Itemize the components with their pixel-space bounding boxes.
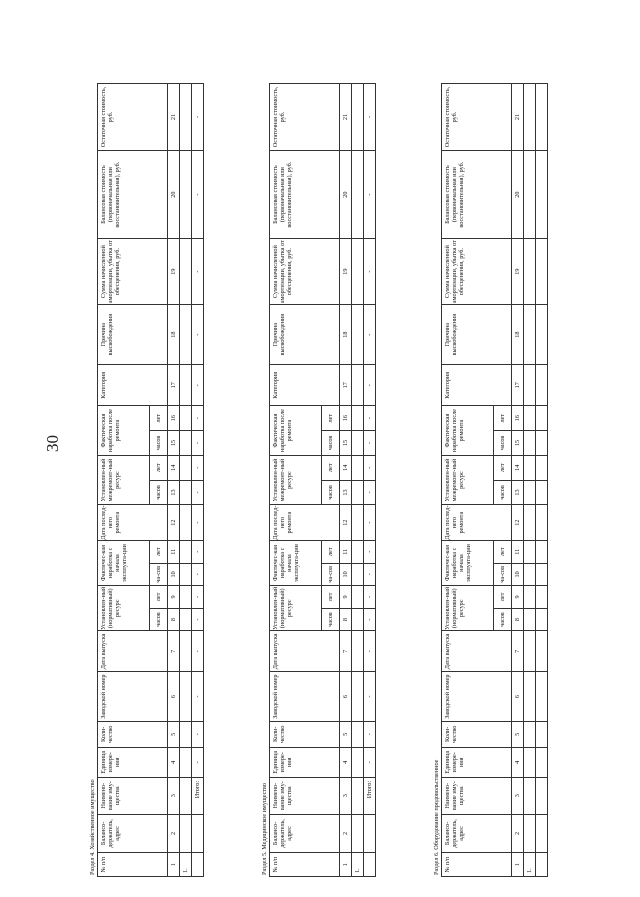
total-cell: - xyxy=(192,84,204,151)
th-name: Наимено-вание иму-щества xyxy=(442,777,512,814)
th-years: лет xyxy=(494,455,512,480)
total-cell: - xyxy=(364,150,376,238)
col-number: 11 xyxy=(340,540,352,563)
total-blank xyxy=(536,814,548,853)
th-unit: Единица измере-ния xyxy=(270,747,340,777)
col-number: 6 xyxy=(168,672,180,722)
col-number: 19 xyxy=(512,239,524,305)
data-cell xyxy=(180,150,192,238)
total-cell xyxy=(536,608,548,631)
section-title: Раздел 4. Хозяйственное имущество xyxy=(89,779,96,875)
data-cell xyxy=(524,365,536,406)
th-years: лет xyxy=(322,455,340,480)
total-cell: - xyxy=(192,455,204,480)
col-number: 14 xyxy=(512,455,524,480)
total-cell xyxy=(536,239,548,305)
th-residual-cost: Остаточная стоимость, руб. xyxy=(270,84,340,151)
data-cell xyxy=(352,150,364,238)
data-cell xyxy=(352,672,364,722)
th-factory-no: Заводской номер xyxy=(98,672,168,722)
data-cell xyxy=(352,406,364,431)
col-number: 1 xyxy=(340,853,352,877)
total-cell xyxy=(536,84,548,151)
total-blank xyxy=(536,853,548,877)
data-cell xyxy=(524,406,536,431)
data-cell xyxy=(352,721,364,747)
total-cell: - xyxy=(364,631,376,672)
data-cell xyxy=(352,305,364,365)
data-cell xyxy=(524,631,536,672)
col-number: 14 xyxy=(168,455,180,480)
section-title: Раздел 6. Оборудование продовольственное xyxy=(433,759,440,875)
data-cell xyxy=(352,84,364,151)
col-number: 6 xyxy=(512,672,524,722)
total-cell: - xyxy=(192,150,204,238)
col-number: 4 xyxy=(168,747,180,777)
data-cell xyxy=(352,540,364,563)
th-release-date: Дата выпуска xyxy=(270,631,340,672)
data-cell xyxy=(352,563,364,586)
col-number: 13 xyxy=(340,480,352,505)
th-qty: Коли-чество xyxy=(442,721,512,747)
col-number: 20 xyxy=(340,150,352,238)
total-cell: - xyxy=(364,747,376,777)
th-years: лет xyxy=(322,586,340,609)
th-release-date: Дата выпуска xyxy=(442,631,512,672)
col-number: 17 xyxy=(168,365,180,406)
th-actual-after-repair: Фактическая наработка после ремонта xyxy=(98,406,150,456)
data-cell xyxy=(524,431,536,456)
th-actual-from-start: Фактичес-кая наработка с начала эксплуата-ции xyxy=(270,540,322,585)
th-residual-cost: Остаточная стоимость, руб. xyxy=(442,84,512,151)
total-label: Итого: xyxy=(192,777,204,814)
col-number: 3 xyxy=(340,777,352,814)
data-cell xyxy=(524,480,536,505)
total-cell: - xyxy=(364,608,376,631)
data-cell xyxy=(524,150,536,238)
col-number: 18 xyxy=(340,305,352,365)
total-cell xyxy=(536,480,548,505)
total-blank xyxy=(364,853,376,877)
th-years: лет xyxy=(494,406,512,431)
th-holder: Балансо-держатель, адрес xyxy=(98,814,168,853)
th-actual-from-start: Фактичес-кая наработка с начала эксплуата-ции xyxy=(98,540,150,585)
col-number: 4 xyxy=(340,747,352,777)
data-cell xyxy=(524,84,536,151)
data-cell xyxy=(180,84,192,151)
total-cell: - xyxy=(192,672,204,722)
th-unit: Единица измере-ния xyxy=(98,747,168,777)
section-table xyxy=(269,83,376,877)
th-amortization: Сумма начисленной амортизации, убытка от обесценения, руб. xyxy=(270,239,340,305)
th-num: № п/п xyxy=(442,853,512,877)
total-cell xyxy=(536,672,548,722)
section-4 xyxy=(89,83,204,877)
data-cell xyxy=(180,431,192,456)
th-reason: Причина высвобождения xyxy=(442,305,512,365)
data-cell xyxy=(524,305,536,365)
data-cell xyxy=(352,505,364,541)
total-cell: - xyxy=(364,365,376,406)
col-number: 19 xyxy=(168,239,180,305)
th-hours: часов xyxy=(150,608,168,631)
total-cell: - xyxy=(192,747,204,777)
data-cell xyxy=(524,563,536,586)
data-cell xyxy=(524,239,536,305)
th-hours: часов xyxy=(322,608,340,631)
th-actual-from-start: Фактичес-кая наработка с начала эксплуата-ции xyxy=(442,540,494,585)
data-cell xyxy=(180,747,192,777)
col-number: 5 xyxy=(168,721,180,747)
th-until-repair: Установлен-ный межремонт-ный ресурс xyxy=(270,455,322,505)
th-years: лет xyxy=(150,540,168,563)
data-cell xyxy=(352,777,364,814)
th-years: лет xyxy=(494,586,512,609)
total-cell: - xyxy=(192,406,204,431)
th-category: Категория xyxy=(270,365,340,406)
col-number: 1 xyxy=(512,853,524,877)
data-cell xyxy=(524,540,536,563)
th-category: Категория xyxy=(98,365,168,406)
col-number: 15 xyxy=(168,431,180,456)
th-holder: Балансо-держатель, адрес xyxy=(270,814,340,853)
th-until-repair: Установлен-ный межремонт-ный ресурс xyxy=(442,455,494,505)
data-cell xyxy=(524,586,536,609)
rotated-document xyxy=(89,83,583,877)
data-cell xyxy=(180,631,192,672)
th-years: лет xyxy=(494,540,512,563)
total-cell: - xyxy=(192,305,204,365)
th-amortization: Сумма начисленной амортизации, убытка от обесценения, руб. xyxy=(98,239,168,305)
th-normative: Установлен-ный (нормативный) ресурс xyxy=(98,586,150,631)
data-cell xyxy=(352,431,364,456)
data-cell xyxy=(180,505,192,541)
total-cell: - xyxy=(364,721,376,747)
th-balance-cost: Балансовая стоимость (первоначальная или восстановительная), руб. xyxy=(98,150,168,238)
col-number: 13 xyxy=(512,480,524,505)
data-cell xyxy=(180,586,192,609)
col-number: 8 xyxy=(340,608,352,631)
row-number: 1. xyxy=(352,853,364,877)
col-number: 18 xyxy=(512,305,524,365)
total-cell xyxy=(536,721,548,747)
th-hours: ча-сов xyxy=(494,563,512,586)
data-cell xyxy=(180,563,192,586)
col-number: 12 xyxy=(512,505,524,541)
col-number: 11 xyxy=(512,540,524,563)
total-cell xyxy=(536,563,548,586)
data-cell xyxy=(180,814,192,853)
th-factory-no: Заводской номер xyxy=(442,672,512,722)
total-cell: - xyxy=(192,431,204,456)
col-number: 9 xyxy=(512,586,524,609)
section-table xyxy=(97,83,204,877)
total-cell xyxy=(536,305,548,365)
col-number: 11 xyxy=(168,540,180,563)
data-cell xyxy=(180,305,192,365)
col-number: 17 xyxy=(512,365,524,406)
total-cell xyxy=(536,150,548,238)
total-cell: - xyxy=(192,721,204,747)
th-unit: Единица измере-ния xyxy=(442,747,512,777)
th-hours: часов xyxy=(494,480,512,505)
total-cell: - xyxy=(364,455,376,480)
th-hours: часов xyxy=(322,431,340,456)
col-number: 6 xyxy=(340,672,352,722)
total-blank xyxy=(192,814,204,853)
data-cell xyxy=(180,608,192,631)
col-number: 9 xyxy=(340,586,352,609)
data-cell xyxy=(180,406,192,431)
th-actual-after-repair: Фактическая наработка после ремонта xyxy=(442,406,494,456)
total-cell xyxy=(536,365,548,406)
th-hours: часов xyxy=(494,608,512,631)
col-number: 18 xyxy=(168,305,180,365)
total-cell: - xyxy=(364,563,376,586)
col-number: 16 xyxy=(512,406,524,431)
th-factory-no: Заводской номер xyxy=(270,672,340,722)
th-last-repair-date: Дата послед-него ремонта xyxy=(98,505,168,541)
data-cell xyxy=(524,777,536,814)
data-cell xyxy=(524,721,536,747)
total-cell: - xyxy=(192,239,204,305)
th-qty: Коли-чество xyxy=(98,721,168,747)
th-hours: часов xyxy=(322,480,340,505)
col-number: 10 xyxy=(340,563,352,586)
col-number: 20 xyxy=(512,150,524,238)
col-number: 4 xyxy=(512,747,524,777)
total-cell: - xyxy=(192,563,204,586)
col-number: 7 xyxy=(168,631,180,672)
data-cell xyxy=(180,721,192,747)
col-number: 21 xyxy=(340,84,352,151)
total-cell: - xyxy=(192,540,204,563)
total-blank xyxy=(364,814,376,853)
col-number: 1 xyxy=(168,853,180,877)
total-blank xyxy=(192,853,204,877)
col-number: 19 xyxy=(340,239,352,305)
col-number: 21 xyxy=(168,84,180,151)
section-5 xyxy=(261,83,376,877)
col-number: 3 xyxy=(168,777,180,814)
data-cell xyxy=(352,586,364,609)
data-cell xyxy=(352,455,364,480)
data-cell xyxy=(524,505,536,541)
data-cell xyxy=(180,480,192,505)
total-cell: - xyxy=(364,305,376,365)
data-cell xyxy=(352,608,364,631)
col-number: 5 xyxy=(340,721,352,747)
total-cell: - xyxy=(192,631,204,672)
col-number: 3 xyxy=(512,777,524,814)
total-cell xyxy=(536,431,548,456)
col-number: 21 xyxy=(512,84,524,151)
th-until-repair: Установлен-ный межремонт-ный ресурс xyxy=(98,455,150,505)
col-number: 2 xyxy=(168,814,180,853)
data-cell xyxy=(180,540,192,563)
data-cell xyxy=(352,631,364,672)
total-cell: - xyxy=(192,505,204,541)
col-number: 5 xyxy=(512,721,524,747)
total-cell xyxy=(536,586,548,609)
col-number: 10 xyxy=(512,563,524,586)
th-qty: Коли-чество xyxy=(270,721,340,747)
section-title: Раздел 5. Медицинское имущество xyxy=(261,782,268,875)
th-hours: часов xyxy=(150,431,168,456)
th-category: Категория xyxy=(442,365,512,406)
col-number: 8 xyxy=(168,608,180,631)
section-table xyxy=(441,83,548,877)
total-cell xyxy=(536,505,548,541)
th-name: Наимено-вание иму-щества xyxy=(270,777,340,814)
data-cell xyxy=(352,814,364,853)
th-name: Наимено-вание иму-щества xyxy=(98,777,168,814)
data-cell xyxy=(180,365,192,406)
data-cell xyxy=(524,814,536,853)
th-years: лет xyxy=(150,455,168,480)
total-cell: - xyxy=(364,239,376,305)
th-years: лет xyxy=(322,406,340,431)
total-cell: - xyxy=(192,608,204,631)
th-years: лет xyxy=(150,586,168,609)
th-actual-after-repair: Фактическая наработка после ремонта xyxy=(270,406,322,456)
total-cell: - xyxy=(364,672,376,722)
col-number: 10 xyxy=(168,563,180,586)
col-number: 15 xyxy=(512,431,524,456)
total-cell xyxy=(536,455,548,480)
data-cell xyxy=(352,365,364,406)
total-cell: - xyxy=(192,480,204,505)
col-number: 17 xyxy=(340,365,352,406)
total-cell xyxy=(536,406,548,431)
total-cell: - xyxy=(364,406,376,431)
data-cell xyxy=(524,747,536,777)
th-years: лет xyxy=(322,540,340,563)
th-normative: Установлен-ный (нормативный) ресурс xyxy=(270,586,322,631)
data-cell xyxy=(352,239,364,305)
data-cell xyxy=(524,672,536,722)
data-cell xyxy=(180,239,192,305)
th-hours: часов xyxy=(150,480,168,505)
th-amortization: Сумма начисленной амортизации, убытка от обесценения, руб. xyxy=(442,239,512,305)
total-cell: - xyxy=(364,480,376,505)
total-cell: - xyxy=(192,365,204,406)
th-reason: Причина высвобождения xyxy=(270,305,340,365)
col-number: 8 xyxy=(512,608,524,631)
section-6 xyxy=(433,83,548,877)
th-hours: ча-сов xyxy=(322,563,340,586)
col-number: 13 xyxy=(168,480,180,505)
th-balance-cost: Балансовая стоимость (первоначальная или восстановительная), руб. xyxy=(442,150,512,238)
th-num: № п/п xyxy=(98,853,168,877)
total-cell xyxy=(536,631,548,672)
th-last-repair-date: Дата послед-него ремонта xyxy=(442,505,512,541)
col-number: 14 xyxy=(340,455,352,480)
row-number: 1. xyxy=(524,853,536,877)
data-cell xyxy=(352,747,364,777)
data-cell xyxy=(180,455,192,480)
th-num: № п/п xyxy=(270,853,340,877)
total-label: Итого: xyxy=(364,777,376,814)
total-cell: - xyxy=(364,586,376,609)
data-cell xyxy=(352,480,364,505)
th-years: лет xyxy=(150,406,168,431)
th-reason: Причина высвобождения xyxy=(98,305,168,365)
th-balance-cost: Балансовая стоимость (первоначальная или восстановительная), руб. xyxy=(270,150,340,238)
page-number: 30 xyxy=(43,435,62,452)
total-cell xyxy=(536,747,548,777)
data-cell xyxy=(524,455,536,480)
col-number: 16 xyxy=(340,406,352,431)
col-number: 9 xyxy=(168,586,180,609)
th-normative: Установлен-ный (нормативный) ресурс xyxy=(442,586,494,631)
col-number: 2 xyxy=(340,814,352,853)
col-number: 12 xyxy=(340,505,352,541)
th-release-date: Дата выпуска xyxy=(98,631,168,672)
th-hours: часов xyxy=(494,431,512,456)
col-number: 16 xyxy=(168,406,180,431)
col-number: 7 xyxy=(340,631,352,672)
total-cell: - xyxy=(364,505,376,541)
total-cell: - xyxy=(192,586,204,609)
col-number: 2 xyxy=(512,814,524,853)
data-cell xyxy=(180,672,192,722)
col-number: 15 xyxy=(340,431,352,456)
col-number: 7 xyxy=(512,631,524,672)
col-number: 12 xyxy=(168,505,180,541)
total-cell: - xyxy=(364,540,376,563)
data-cell xyxy=(524,608,536,631)
th-residual-cost: Остаточная стоимость, руб. xyxy=(98,84,168,151)
th-hours: ча-сов xyxy=(150,563,168,586)
data-cell xyxy=(180,777,192,814)
total-cell: - xyxy=(364,431,376,456)
th-holder: Балансо-держатель, адрес xyxy=(442,814,512,853)
th-last-repair-date: Дата послед-него ремонта xyxy=(270,505,340,541)
total-cell: - xyxy=(364,84,376,151)
col-number: 20 xyxy=(168,150,180,238)
total-cell xyxy=(536,540,548,563)
total-label xyxy=(536,777,548,814)
row-number: 1. xyxy=(180,853,192,877)
